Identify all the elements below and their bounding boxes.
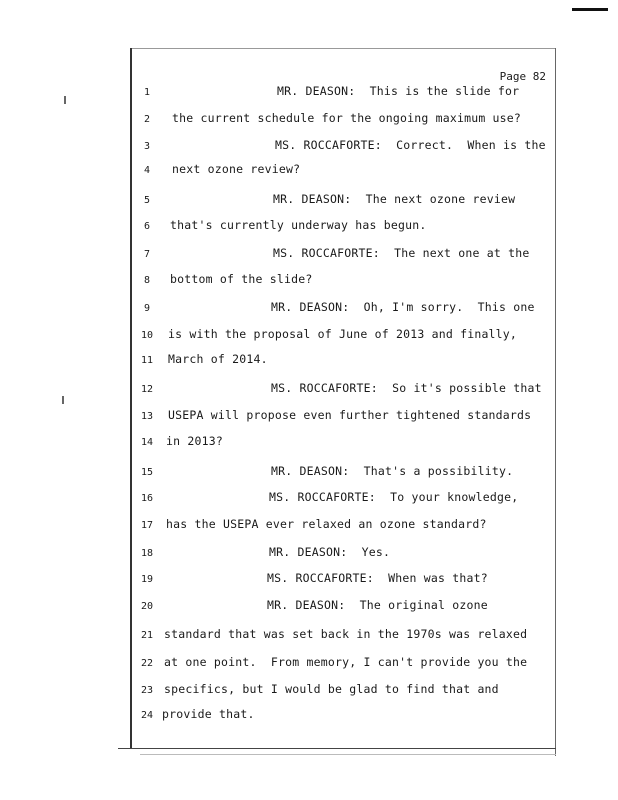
line-text: MR. DEASON: Yes. [269,545,391,559]
transcript-line [0,272,618,298]
transcript-line [0,598,618,624]
transcript-line [0,192,618,218]
transcript-line [0,464,618,490]
line-number: 14 [140,437,154,448]
transcript-line [0,218,618,244]
line-text: standard that was set back in the 1970s was relaxed [164,627,528,641]
line-number: 23 [140,685,154,696]
line-number: 24 [140,710,154,721]
line-text: MR. DEASON: Oh, I'm sorry. This one [271,300,535,314]
line-text: provide that. [162,707,255,721]
line-number: 21 [140,630,154,641]
page-frame-bottom [118,748,556,749]
transcript-line [0,84,618,110]
page-frame-bottom-shadow [140,754,556,755]
line-number: 20 [140,601,154,612]
line-number: 15 [140,467,154,478]
line-number: 6 [143,221,151,232]
line-number: 10 [140,330,154,341]
line-number: 9 [143,303,151,314]
transcript-line [0,138,618,164]
line-text: MS. ROCCAFORTE: The next one at the [273,246,530,260]
line-text: the current schedule for the ongoing maximum use? [172,111,522,125]
line-number: 1 [143,87,151,98]
line-number: 22 [140,658,154,669]
line-number: 5 [143,195,151,206]
line-number: 4 [143,165,151,176]
line-number: 7 [143,249,151,260]
line-number: 18 [140,548,154,559]
transcript-line [0,381,618,407]
transcript-line [0,246,618,272]
line-number: 3 [143,141,151,152]
line-text: MS. ROCCAFORTE: Correct. When is the [275,138,546,152]
line-text: bottom of the slide? [170,272,313,286]
line-text: specifics, but I would be glad to find that and [164,682,499,696]
line-number: 12 [140,384,154,395]
page-number: Page 82 [499,70,546,83]
transcript-line [0,682,618,708]
line-text: March of 2014. [168,352,268,366]
line-text: USEPA will propose even further tightened standards [168,408,532,422]
line-text: next ozone review? [172,162,301,176]
line-text: has the USEPA ever relaxed an ozone standard? [166,517,487,531]
page-frame-top [130,48,556,49]
transcript-line [0,655,618,681]
line-text: that's currently underway has begun. [170,218,427,232]
line-number: 16 [140,493,154,504]
line-text: at one point. From memory, I can't provide you the [164,655,528,669]
line-text: MS. ROCCAFORTE: When was that? [267,571,488,585]
line-text: MR. DEASON: That's a possibility. [271,464,514,478]
transcript-line [0,162,618,188]
transcript-line [0,707,618,733]
transcript-line [0,517,618,543]
transcript-line [0,545,618,571]
line-text: MS. ROCCAFORTE: So it's possible that [271,381,542,395]
line-number: 19 [140,574,154,585]
line-number: 8 [143,275,151,286]
line-text: is with the proposal of June of 2013 and finally, [168,327,518,341]
transcript-line [0,490,618,516]
transcript-line [0,111,618,137]
transcript-line [0,571,618,597]
line-number: 11 [140,355,154,366]
transcript-line [0,627,618,653]
transcript-line [0,352,618,378]
line-text: MS. ROCCAFORTE: To your knowledge, [269,490,519,504]
line-text: MR. DEASON: The next ozone review [273,192,516,206]
line-text: MR. DEASON: The original ozone [267,598,488,612]
scan-mark [572,8,608,11]
line-text: in 2013? [166,434,223,448]
line-number: 13 [140,411,154,422]
line-number: 2 [143,114,151,125]
transcript-line [0,327,618,353]
line-number: 17 [140,520,154,531]
transcript-line [0,408,618,434]
line-text: MR. DEASON: This is the slide for [277,84,520,98]
transcript-line [0,434,618,460]
transcript-line [0,300,618,326]
